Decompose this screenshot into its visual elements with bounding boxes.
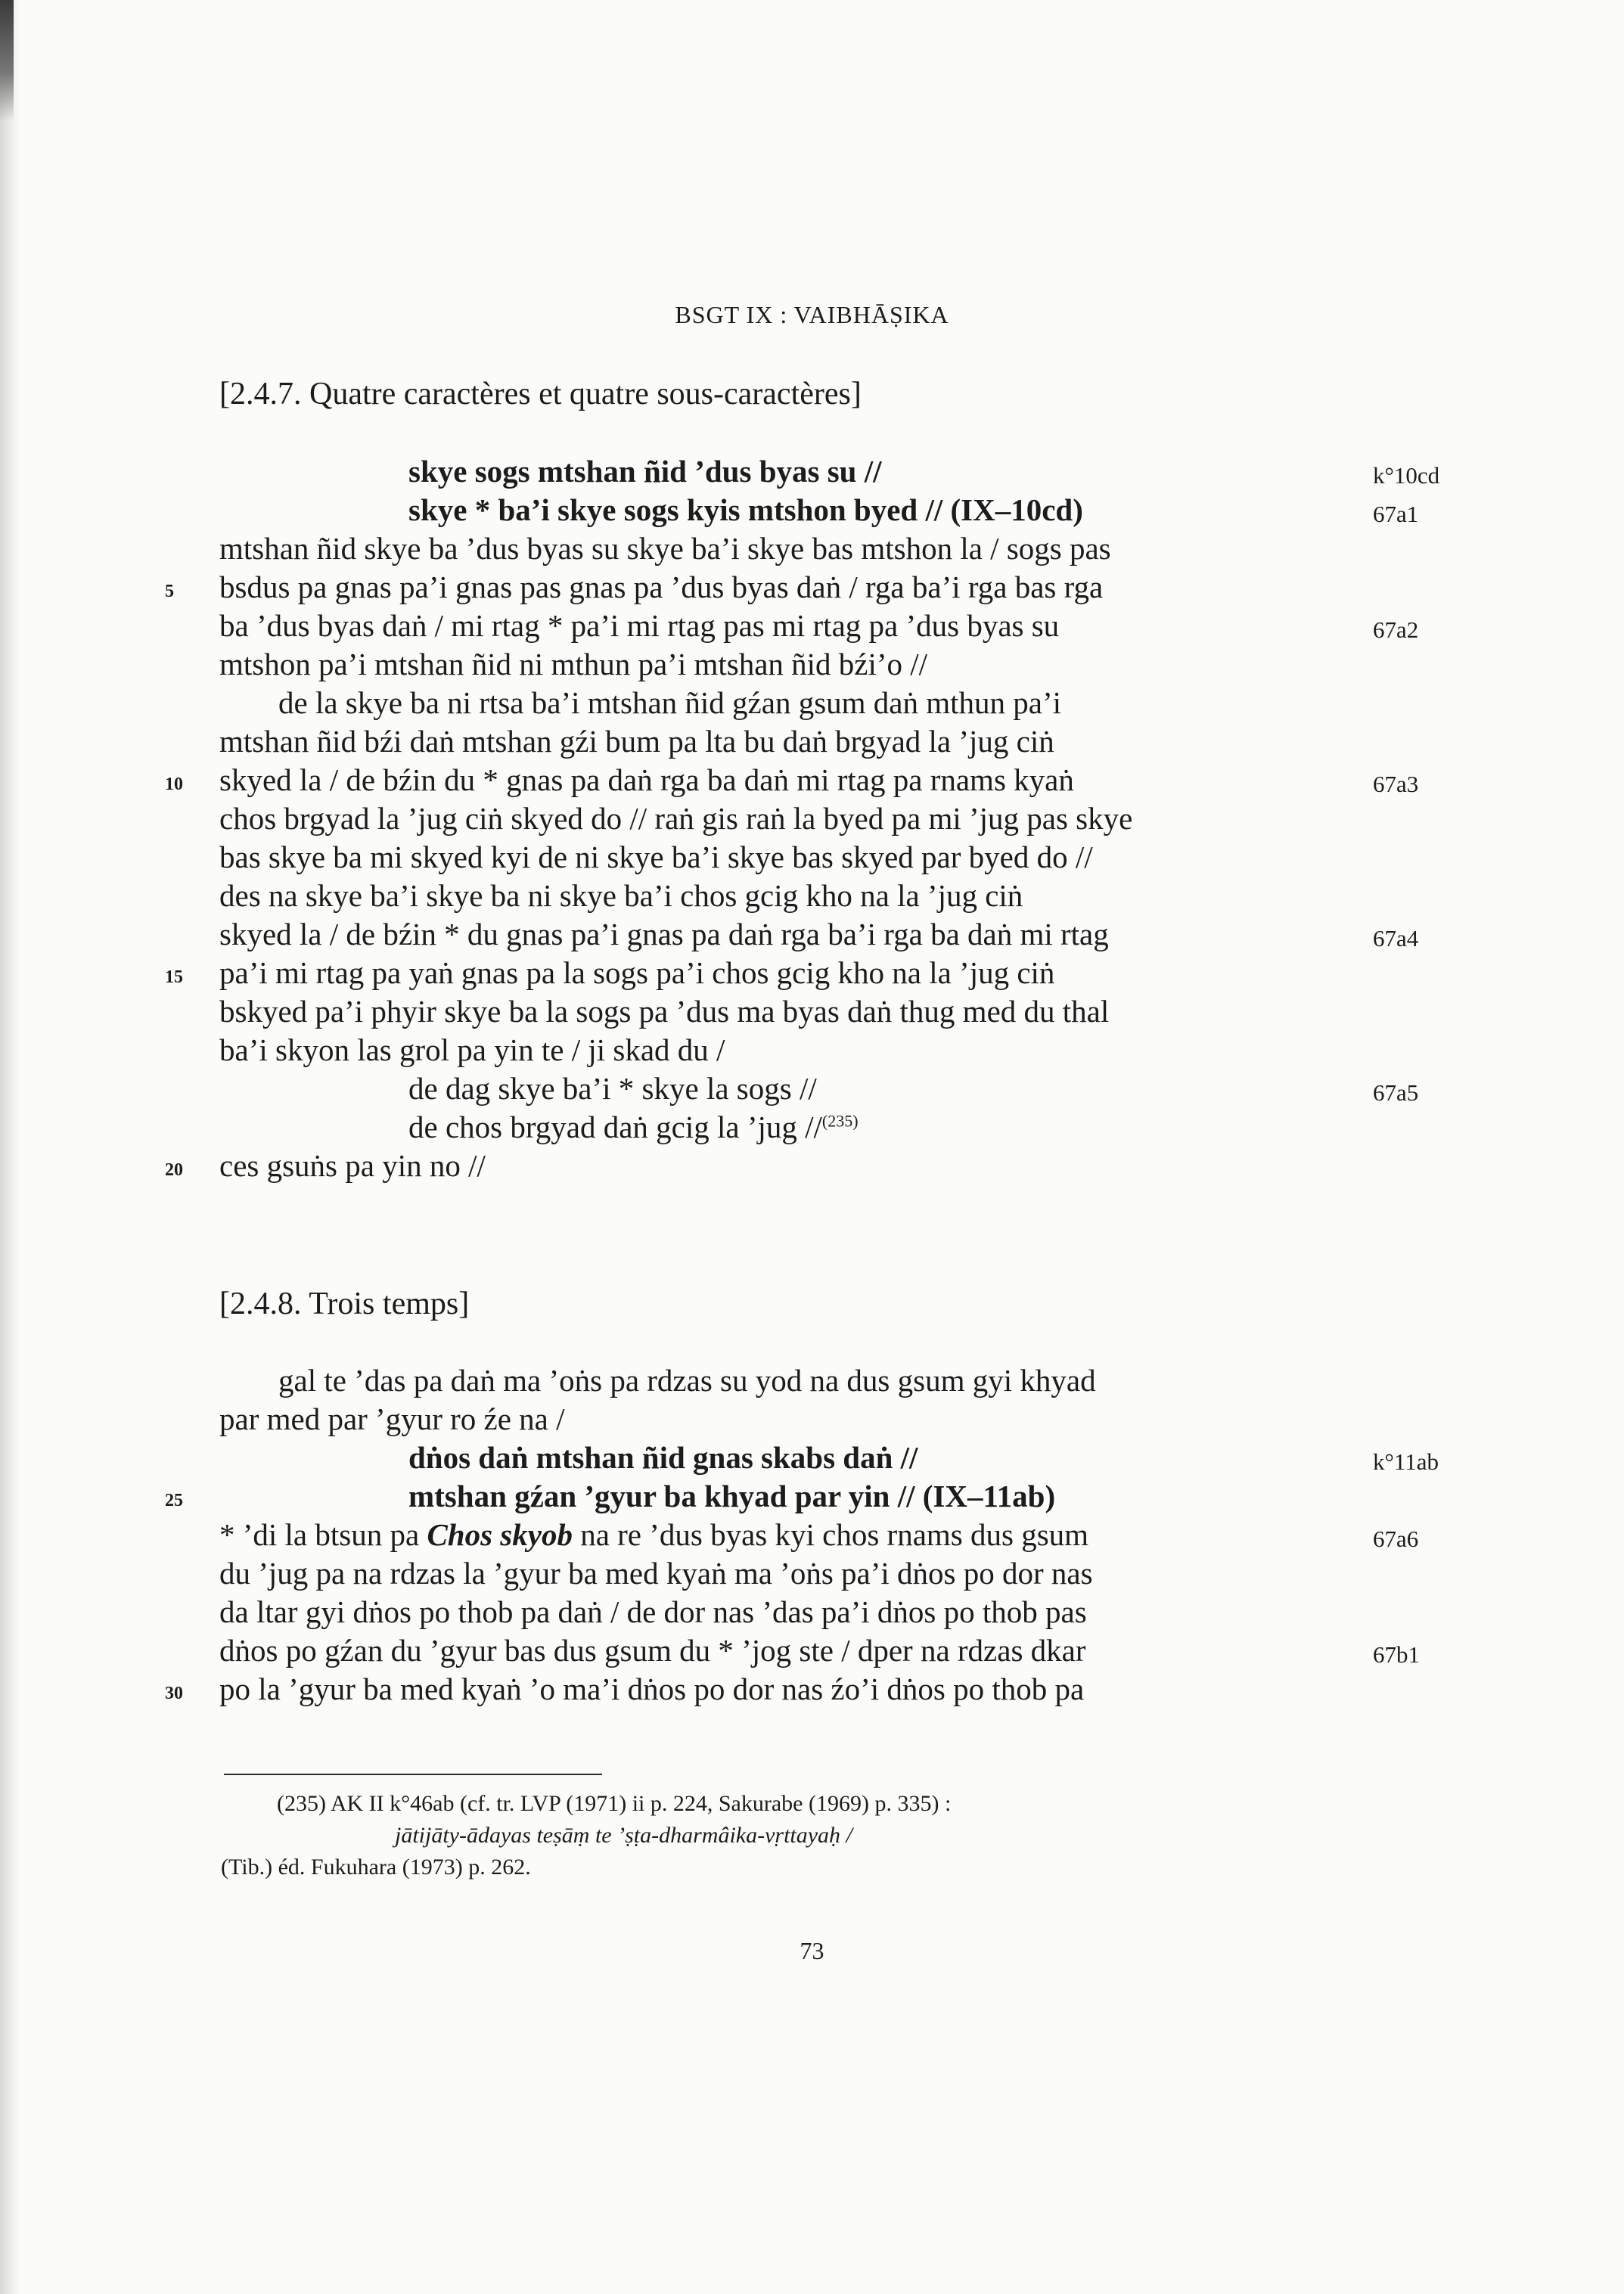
- quote-line-18: [408, 1112, 859, 1143]
- margin-ref-67a2: 67a2: [1373, 616, 1419, 643]
- body-line-9: skyed la / de bźin du * gnas pa daṅ rga ba daṅ mi rtag pa rnams kyaṅ: [219, 762, 1074, 797]
- margin-ref-67a3: 67a3: [1373, 771, 1419, 797]
- body-line-11: bas skye ba mi skyed kyi de ni skye ba’i skye bas skyed par byed do //: [219, 840, 1093, 874]
- running-head: BSGT IX : VAIBHĀṢIKA: [675, 301, 949, 328]
- verse-line-2: skye * ba’i skye sogs kyis mtshon byed // (IX–10cd): [408, 492, 1083, 527]
- body-line-16: ba’i skyon las grol pa yin te / ji skad du /: [219, 1032, 725, 1067]
- margin-ref-67a6: 67a6: [1373, 1526, 1419, 1552]
- quote-line-18-text: de chos brgyad daṅ gcig la ’jug //: [408, 1110, 822, 1144]
- body-line-15: bskyed pa’i phyir skye ba la sogs pa ’dus ma byas daṅ thug med du thal: [219, 994, 1110, 1029]
- line-number-5: 5: [165, 582, 174, 601]
- inline-name-chos-skyob: Chos skyob: [427, 1517, 573, 1552]
- line-number-10: 10: [165, 774, 183, 794]
- margin-ref-67a5: 67a5: [1373, 1079, 1419, 1106]
- page-number: 73: [800, 1937, 824, 1964]
- margin-ref-67b1: 67b1: [1373, 1641, 1420, 1668]
- footnote-235-sanskrit: jātijāty-ādayas teṣāṃ te ’ṣṭa-dharmâika-vṛttayaḥ /: [395, 1823, 852, 1848]
- line-number-15: 15: [165, 967, 183, 987]
- body-line-24-end: na re ’dus byas kyi chos rnams dus gsum: [572, 1517, 1089, 1552]
- verse-line-23: mtshan gźan ’gyur ba khyad par yin // (IX–11ab): [408, 1479, 1056, 1513]
- margin-ref-67a4: 67a4: [1373, 925, 1419, 951]
- body-line-24: [219, 1517, 1089, 1552]
- body-line-12: des na skye ba’i skye ba ni skye ba’i chos gcig kho na la ’jug ciṅ: [219, 878, 1023, 913]
- verse-line-22: dṅos daṅ mtshan ñid gnas skabs daṅ //: [408, 1440, 918, 1475]
- body-line-8: mtshan ñid bźi daṅ mtshan gźi bum pa lta bu daṅ brgyad la ’jug ciṅ: [219, 724, 1054, 759]
- body-line-4: bsdus pa gnas pa’i gnas pas gnas pa ’dus byas daṅ / rga ba’i rga bas rga: [219, 570, 1104, 604]
- body-line-20: gal te ’das pa daṅ ma ’oṅs pa rdzas su yod na dus gsum gyi khyad: [278, 1363, 1096, 1398]
- body-line-5: ba ’dus byas daṅ / mi rtag * pa’i mi rtag pas mi rtag pa ’dus byas su: [219, 608, 1060, 643]
- verse-line-1: skye sogs mtshan ñid ’dus byas su //: [408, 454, 882, 489]
- body-line-28: po la ’gyur ba med kyaṅ ’o ma’i dṅos po dor nas źo’i dṅos po thob pa: [219, 1672, 1085, 1706]
- quote-line-17: de dag skye ba’i * skye la sogs //: [408, 1071, 817, 1106]
- margin-ref-k11ab: k°11ab: [1373, 1448, 1439, 1475]
- line-number-30: 30: [165, 1684, 183, 1703]
- body-line-6: mtshon pa’i mtshan ñid ni mthun pa’i mtshan ñid bźi’o //: [219, 647, 928, 681]
- footnote-tib: (Tib.) éd. Fukuhara (1973) p. 262.: [221, 1855, 531, 1880]
- body-line-19: ces gsuṅs pa yin no //: [219, 1148, 486, 1183]
- scan-mark: [0, 0, 14, 121]
- body-line-7: de la skye ba ni rtsa ba’i mtshan ñid gźan gsum daṅ mthun pa’i: [278, 685, 1062, 720]
- body-line-14: pa’i mi rtag pa yaṅ gnas pa la sogs pa’i chos gcig kho na la ’jug ciṅ: [219, 955, 1055, 990]
- footnote-rule: [224, 1774, 602, 1775]
- section-heading-2-4-7: [2.4.7. Quatre caractères et quatre sous-caractères]: [219, 377, 862, 411]
- footnote-235: (235) AK II k°46ab (cf. tr. LVP (1971) ii p. 224, Sakurabe (1969) p. 335) :: [277, 1791, 952, 1816]
- body-line-25: du ’jug pa na rdzas la ’gyur ba med kyaṅ ma ’oṅs pa’i dṅos po dor nas: [219, 1556, 1093, 1591]
- line-number-25: 25: [165, 1491, 183, 1510]
- body-line-10: chos brgyad la ’jug ciṅ skyed do // raṅ gis raṅ la byed pa mi ’jug pas skye: [219, 801, 1133, 836]
- footnote-ref-235: (235): [821, 1111, 859, 1131]
- body-line-26: da ltar gyi dṅos po thob pa daṅ / de dor nas ’das pa’i dṅos po thob pas: [219, 1594, 1087, 1629]
- body-line-27: dṅos po gźan du ’gyur bas dus gsum du * ’jog ste / dper na rdzas dkar: [219, 1633, 1086, 1668]
- body-line-13: skyed la / de bźin * du gnas pa’i gnas pa daṅ rga ba’i rga ba daṅ mi rtag: [219, 917, 1109, 951]
- body-line-3: mtshan ñid skye ba ’dus byas su skye ba’i skye bas mtshon la / sogs pas: [219, 531, 1111, 566]
- margin-ref-k10cd: k°10cd: [1373, 462, 1440, 489]
- line-number-20: 20: [165, 1160, 183, 1180]
- body-line-24-start: * ’di la btsun pa: [219, 1517, 427, 1552]
- body-line-21: par med par ’gyur ro źe na /: [219, 1402, 565, 1436]
- margin-ref-67a1: 67a1: [1373, 501, 1419, 527]
- section-heading-2-4-8: [2.4.8. Trois temps]: [219, 1287, 470, 1321]
